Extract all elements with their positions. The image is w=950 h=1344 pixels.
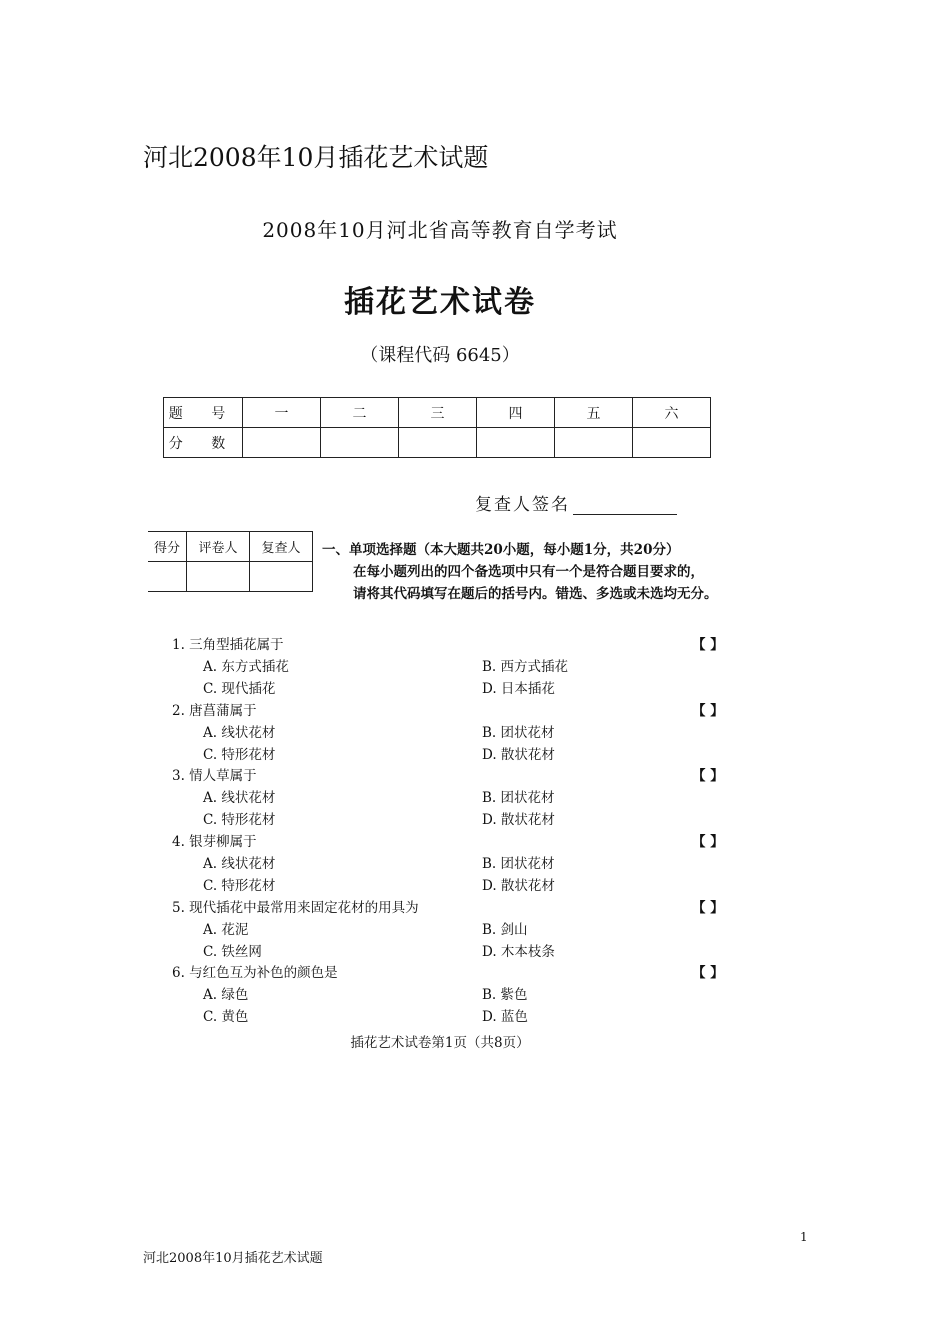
score-table-column: 二 [321,398,399,428]
paper-title: 插花艺术试卷 [344,285,536,320]
grader-table-header-row [148,532,313,562]
grader-table-header: 评卷人 [187,532,250,562]
option-c: C. 特形花材 [203,747,276,763]
option-b: B. 紫色 [482,987,528,1003]
question-stem: 2. 唐菖蒲属于 [172,703,257,719]
score-table-column: 六 [633,398,711,428]
score-table-column: 三 [399,398,477,428]
option-b: B. 团状花材 [482,856,555,872]
section-1-instruction: 请将其代码填写在题后的括号内。错选、多选或未选均无分。 [353,586,718,602]
signature-line [573,496,677,515]
score-table-column: 五 [555,398,633,428]
option-a: A. 线状花材 [203,725,276,741]
answer-bracket: 【 】 [692,834,724,850]
option-b: B. 剑山 [482,922,528,938]
grader-cell [250,562,313,592]
score-table [163,397,711,458]
section-1-instruction: 在每小题列出的四个备选项中只有一个是符合题目要求的， [353,564,704,580]
grader-table-header: 得分 [148,532,187,562]
answer-bracket: 【 】 [692,965,724,981]
section-1-instructions [322,539,752,605]
option-a: A. 花泥 [203,922,249,938]
option-b: B. 西方式插花 [482,659,569,675]
running-footer: 河北2008年10月插花艺术试题 [143,1251,323,1266]
page-number: 1 [800,1230,808,1244]
score-cell [555,428,633,458]
question-stem: 3. 情人草属于 [172,768,257,784]
option-d: D. 木本枝条 [482,944,555,960]
grader-table-blank-row [148,562,313,592]
option-a: A. 线状花材 [203,856,276,872]
option-a: A. 东方式插花 [203,659,289,675]
option-c: C. 特形花材 [203,812,276,828]
option-b: B. 团状花材 [482,725,555,741]
reviewer-signature [475,490,677,515]
answer-bracket: 【 】 [692,900,724,916]
question-stem: 4. 银芽柳属于 [172,834,257,850]
document-title: 河北2008年10月插花艺术试题 [143,143,489,172]
option-d: D. 日本插花 [482,681,555,697]
score-table-header-row [164,398,711,428]
option-b: B. 团状花材 [482,790,555,806]
question-stem: 5. 现代插花中最常用来固定花材的用具为 [172,900,419,916]
option-d: D. 蓝色 [482,1009,528,1025]
option-d: D. 散状花材 [482,747,555,763]
score-cell [633,428,711,458]
option-a: A. 线状花材 [203,790,276,806]
question-stem-row [172,634,752,656]
grader-table-header: 复查人 [250,532,313,562]
score-cell [399,428,477,458]
score-table-score-row [164,428,711,458]
option-d: D. 散状花材 [482,812,555,828]
page-footer: 插花艺术试卷第1页（共8页） [350,1035,530,1051]
option-a: A. 绿色 [203,987,249,1003]
option-d: D. 散状花材 [482,878,555,894]
option-c: C. 黄色 [203,1009,249,1025]
question-stem-row [172,700,752,722]
answer-bracket: 【 】 [692,637,724,653]
question-stem-row [172,962,752,984]
score-cell [321,428,399,458]
section-1-heading: 一、单项选择题（本大题共20小题，每小题1分，共20分） [322,542,680,558]
question-stem-row [172,831,752,853]
grader-cell [187,562,250,592]
question-stem-row [172,765,752,787]
question-stem-row [172,897,752,919]
answer-bracket: 【 】 [692,703,724,719]
score-cell [243,428,321,458]
grader-cell [148,562,187,592]
score-table-column: 一 [243,398,321,428]
option-c: C. 特形花材 [203,878,276,894]
option-c: C. 现代插花 [203,681,276,697]
course-code: （课程代码 6645） [360,345,520,366]
answer-bracket: 【 】 [692,768,724,784]
score-cell [477,428,555,458]
exam-header: 2008年10月河北省高等教育自学考试 [262,218,618,242]
question-stem: 1. 三角型插花属于 [172,637,284,653]
score-table-column: 四 [477,398,555,428]
grader-table [148,531,313,592]
reviewer-signature-label: 复查人签名 [475,495,570,515]
option-c: C. 铁丝网 [203,944,262,960]
score-table-row-label: 分 数 [164,428,243,458]
score-table-row-label: 题 号 [164,398,243,428]
question-stem: 6. 与红色互为补色的颜色是 [172,965,338,981]
